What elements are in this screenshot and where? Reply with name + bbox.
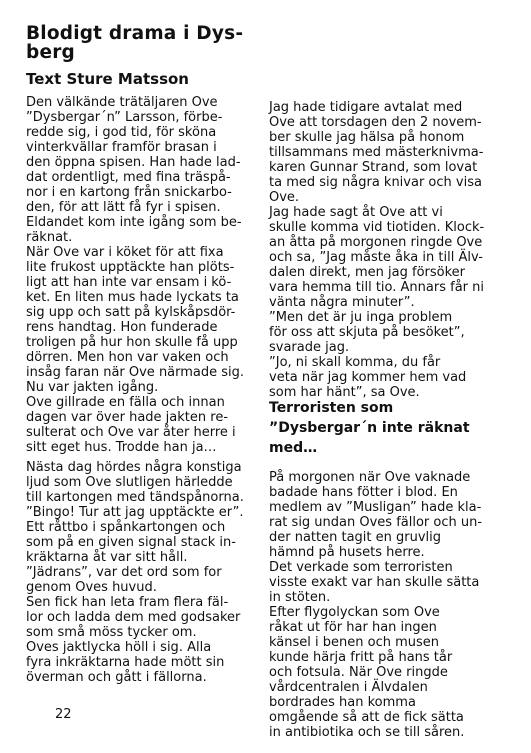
right_column-p1-line: veta när jag kommer hem vad <box>269 370 467 385</box>
left_column-p3-line: överman och gått i fällorna. <box>26 670 207 685</box>
right_column-p2-line: in antibiotika och se till såren. <box>269 725 465 740</box>
left_column-p3-line: ”Bingo! Tur att jag upptäckte er”. <box>26 505 244 520</box>
right_column-p1-line: för oss att skjuta på besöket”, <box>269 325 465 340</box>
left_column-p1-line: dat ordentligt, med fina träspå- <box>26 170 231 185</box>
right_column-p2-line: omgående så att de fick sätta <box>269 710 464 725</box>
right_column-p2-line: in stöten. <box>269 590 331 605</box>
left_column-p2-line: rens handtag. Hon funderade <box>26 320 218 335</box>
left_column-p3-line: lor och ladda dem med godsaker <box>26 610 241 625</box>
subhead-line-3: med… <box>269 440 318 456</box>
left-paragraph-3 <box>26 460 244 685</box>
left_column-p3-line: genom Oves huvud. <box>26 580 157 595</box>
right_column-p2-line: kunde härja fritt på hans tår <box>269 650 453 665</box>
title-line-1: Blodigt drama i Dys- <box>26 23 244 44</box>
right_column-p2-line: hämnd på husets herre. <box>269 545 425 560</box>
right_column-p1-line: Jag hade tidigare avtalat med <box>269 100 463 115</box>
subhead-line-2: ”Dysbergar´n inte räknat <box>269 420 470 436</box>
left_column-p3-line: som små möss tycker om. <box>26 625 197 640</box>
right_column-p2-line: visste exakt var han skulle sätta <box>269 575 480 590</box>
right_column-p1-line: och sa, ”Jag måste åka in till Älv- <box>269 250 483 265</box>
left_column-p1-line: räknat. <box>26 230 73 245</box>
left_column-p1-line: vinterkvällar framför brasan i <box>26 140 217 155</box>
right_column-p2-line: medlem av ”Musligan” hade kla- <box>269 500 482 515</box>
right_column-p2-line: der natten tagit en gruvlig <box>269 530 442 545</box>
left_column-p1-line: nor i en kartong från snickarbo- <box>26 185 232 200</box>
left_column-p1-line: ”Dysbergar´n” Larsson, förbe- <box>26 110 223 125</box>
left_column-p3-line: till kartongen med tändspånorna. <box>26 490 244 505</box>
left_column-p1-line: Den välkände trätäljaren Ove <box>26 95 218 110</box>
left_column-p2-line: ligt att han inte var ensam i kö- <box>26 275 232 290</box>
left_column-p1-line: Eldandet kom inte igång som be- <box>26 215 242 230</box>
left_column-p3-line: som på en given signal stack in- <box>26 535 236 550</box>
right_column-p1-line: ”Men det är ju inga problem <box>269 310 453 325</box>
left_column-p1-line: den, för att lätt få fyr i spisen. <box>26 200 221 215</box>
left_column-p3-line: ”Jädrans”, var det ord som for <box>26 565 222 580</box>
right_column-p1-line: svarade jag. <box>269 340 350 355</box>
left_column-p2-line: sulterat och Ove var åter herre i <box>26 425 236 440</box>
left_column-p2-line: sig upp och satt på kylskåpsdör- <box>26 305 236 320</box>
right_column-p2-line: vårdcentralen i Älvdalen <box>269 680 428 695</box>
title-line-2: berg <box>26 42 75 63</box>
right_column-p1-line: ta med sig några knivar och visa <box>269 175 482 190</box>
left_column-p2-line: När Ove var i köket för att fixa <box>26 245 224 260</box>
left-paragraph-2 <box>26 245 244 455</box>
right_column-p1-line: vänta några minuter”. <box>269 295 415 310</box>
left_column-p2-line: Ove gillrade en fälla och innan <box>26 395 225 410</box>
right_column-p1-line: Jag hade sagt åt Ove att vi <box>269 205 443 220</box>
left_column-p2-line: sitt eget hus. Trodde han ja… <box>26 440 217 455</box>
article-title <box>26 24 256 62</box>
right_column-p1-line: Ove. <box>269 190 300 205</box>
right_column-p1-line: skulle komma vid tiotiden. Klock- <box>269 220 485 235</box>
right_column-p2-line: bordrades han komma <box>269 695 416 710</box>
right_column-p2-line: råkat ut för har han ingen <box>269 620 437 635</box>
right_column-p2-line: Det verkade som terroristen <box>269 560 453 575</box>
section-subheading <box>269 398 470 458</box>
right_column-p1-line: an åtta på morgonen ringde Ove <box>269 235 483 250</box>
right_column-p2-line: känsel i benen och musen <box>269 635 440 650</box>
right_column-p1-line: som har hänt”, sa Ove. <box>269 385 420 400</box>
left_column-p2-line: ket. En liten mus hade lyckats ta <box>26 290 239 305</box>
right_column-p2-line: På morgonen när Ove vaknade <box>269 470 471 485</box>
byline: Text Sture Matsson <box>26 70 189 88</box>
left_column-p3-line: Sen fick han leta fram flera fäl- <box>26 595 229 610</box>
right_column-p1-line: ber skulle jag hälsa på honom <box>269 130 465 145</box>
left_column-p2-line: dörren. Men hon var vaken och <box>26 350 229 365</box>
left_column-p2-line: lite frukost upptäckte han plöts- <box>26 260 235 275</box>
left_column-p2-line: dagen var över hade jakten re- <box>26 410 229 425</box>
right_column-p2-line: badade hans fötter i blod. En <box>269 485 458 500</box>
right_column-p2-line: rat sig undan Oves fällor och un- <box>269 515 483 530</box>
right_column-p2-line: och fotsula. När Ove ringde <box>269 665 448 680</box>
right-paragraph-2 <box>269 470 482 740</box>
right_column-p2-line: Efter flygolyckan som Ove <box>269 605 440 620</box>
right_column-p1-line: karen Gunnar Strand, som lovat <box>269 160 478 175</box>
left_column-p2-line: insåg faran när Ove närmade sig. <box>26 365 245 380</box>
page-number: 22 <box>55 707 72 722</box>
left-paragraph-1 <box>26 95 242 245</box>
left_column-p2-line: troligen på hur hon skulle få upp <box>26 335 238 350</box>
subhead-line-1: Terroristen som <box>269 400 394 416</box>
left_column-p3-line: Oves jaktlycka höll i sig. Alla <box>26 640 212 655</box>
left_column-p3-line: Nästa dag hördes några konstiga <box>26 460 242 475</box>
left_column-p2-line: Nu var jakten igång. <box>26 380 159 395</box>
left_column-p1-line: redde sig, i god tid, för sköna <box>26 125 217 140</box>
left_column-p3-line: kräktarna åt var sitt håll. <box>26 550 188 565</box>
right_column-p1-line: Ove att torsdagen den 2 novem- <box>269 115 482 130</box>
right-paragraph-1 <box>269 100 484 400</box>
left_column-p3-line: fyra inkräktarna hade mött sin <box>26 655 225 670</box>
right_column-p1-line: tillsammans med mästerknivma- <box>269 145 484 160</box>
left_column-p3-line: ljud som Ove slutligen härledde <box>26 475 233 490</box>
right_column-p1-line: dalen direkt, men jag försöker <box>269 265 466 280</box>
left_column-p3-line: Ett råttbo i spånkartongen och <box>26 520 226 535</box>
left_column-p1-line: den öppna spisen. Han hade lad- <box>26 155 241 170</box>
right_column-p1-line: vara hemma till tio. Annars får ni <box>269 280 484 295</box>
right_column-p1-line: ”Jo, ni skall komma, du får <box>269 355 441 370</box>
